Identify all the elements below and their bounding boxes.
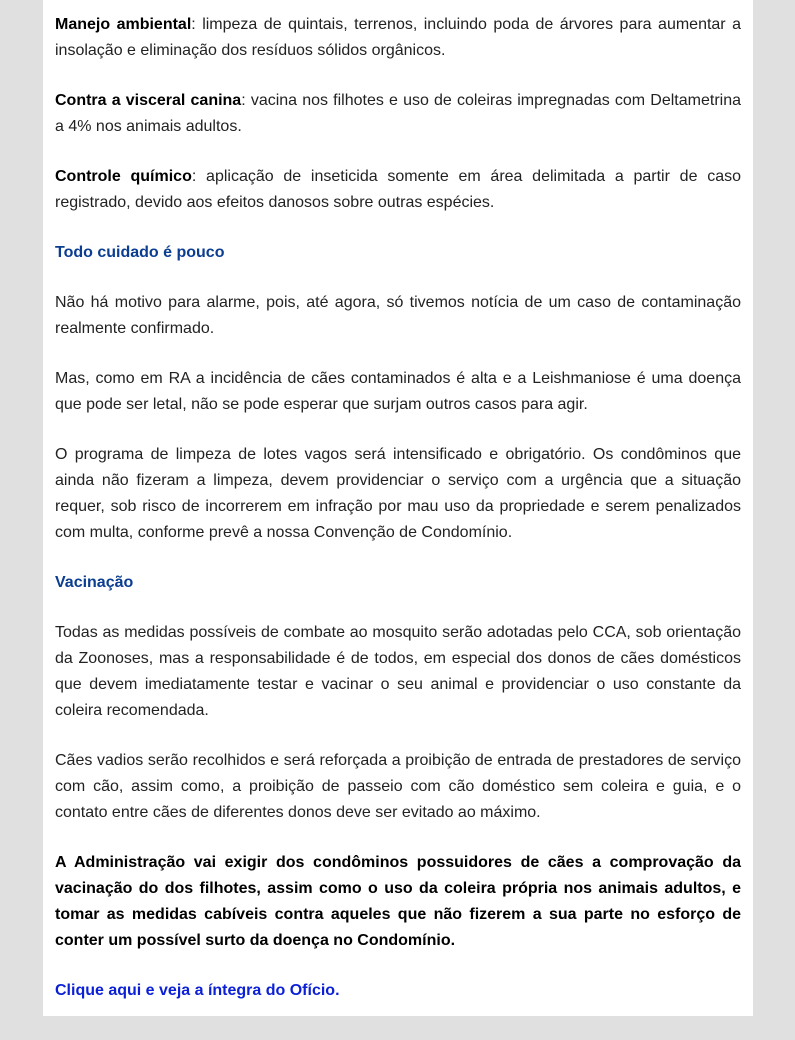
measure-label: Controle químico [55,168,192,185]
link-paragraph [55,978,741,1004]
measure-label: Contra a visceral canina [55,92,242,109]
article-content [55,12,741,1028]
official-letter-link[interactable]: Clique aqui e veja a íntegra do Ofício. [55,982,340,999]
paragraph: Todas as medidas possíveis de combate ao mosquito serão adotadas pelo CCA, sob orientação da Zoonoses, mas a responsabilidade é de todos, em especial dos donos de cães domésticos que devem imediatamente testar e vacinar o seu animal e providenciar o uso constante da coleira recomendada. [55,624,741,719]
measure-item-chemical [55,164,741,216]
measure-text: : vacina nos filhotes e uso de coleiras impregnadas com Deltametrina a 4% nos animais adultos. [55,92,741,135]
measure-text: : limpeza de quintais, terrenos, incluindo poda de árvores para aumentar a insolação e eliminação dos resíduos sólidos orgânicos. [55,16,742,59]
article-page [43,0,753,1016]
measure-text: : aplicação de inseticida somente em área delimitada a partir de caso registrado, devido aos efeitos danosos sobre outras espécies. [55,168,742,211]
paragraph: Mas, como em RA a incidência de cães contaminados é alta e a Leishmaniose é uma doença que pode ser letal, não se pode esperar que surjam outros casos para agir. [55,370,741,413]
section-heading-care: Todo cuidado é pouco [55,244,225,261]
administration-notice: A Administração vai exigir dos condôminos possuidores de cães a comprovação da vacinação do dos filhotes, assim como o uso da coleira própria nos animais adultos, e tomar as medidas cabíveis contra aqueles que não fizerem a sua parte no esforço de conter um possível surto da doença no Condomínio. [55,854,741,949]
paragraph: Não há motivo para alarme, pois, até agora, só tivemos notícia de um caso de contaminação realmente confirmado. [55,294,741,337]
paragraph: Cães vadios serão recolhidos e será reforçada a proibição de entrada de prestadores de serviço com cão, assim como, a proibição de passeio com cão doméstico sem coleira e guia, e o contato entre cães de diferentes donos deve ser evitado ao máximo. [55,752,741,821]
measure-item-environmental [55,12,741,64]
measure-item-canine [55,88,741,140]
section-heading-vaccination: Vacinação [55,574,134,591]
paragraph: O programa de limpeza de lotes vagos será intensificado e obrigatório. Os condôminos que ainda não fizeram a limpeza, devem providenciar o serviço com a urgência que a situação requer, sob risco de incorrerem em infração por mau uso da propriedade e serem penalizados com multa, conforme prevê a nossa Convenção de Condomínio. [55,446,741,541]
measure-label: Manejo ambiental [55,16,192,33]
